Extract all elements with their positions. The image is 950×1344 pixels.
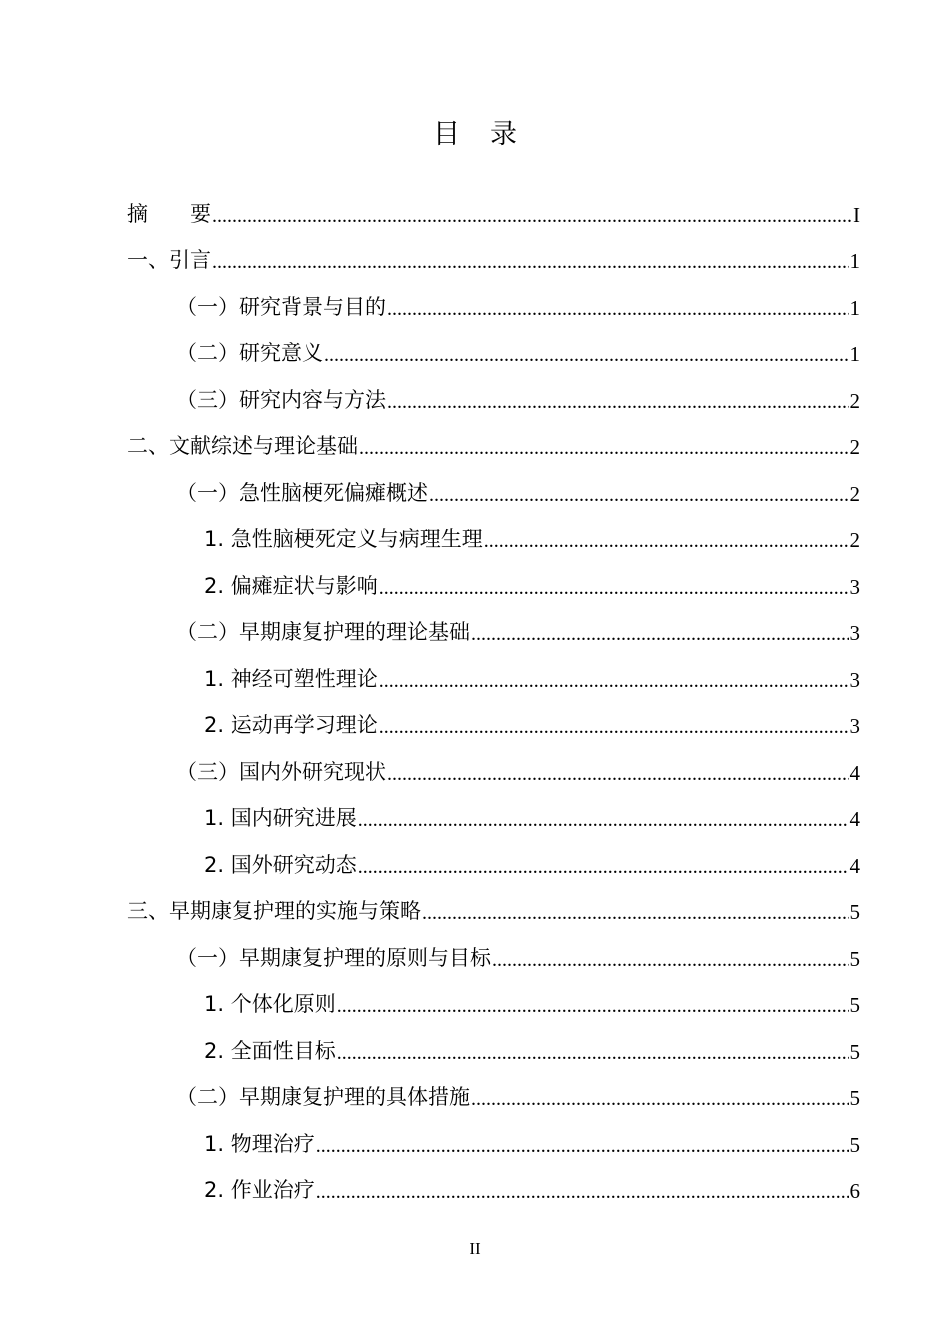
toc-dot-leader [387,389,849,415]
toc-dot-leader [471,1086,849,1112]
toc-entry-title: 二、文献综述与理论基础 [127,434,358,458]
toc-entry-title: 2. 全面性目标 [204,1038,336,1063]
toc-entry-page: 5 [849,1132,860,1157]
toc-entry-page: 5 [849,1039,860,1064]
toc-entry-section[interactable] [127,322,860,369]
toc-entry-abstract[interactable] [127,182,860,229]
toc-entry-title: 2. 作业治疗 [204,1178,315,1202]
toc-entry-page: 3 [849,621,860,645]
toc-entry-page: 1 [849,295,860,320]
toc-entry-title: 1. 国内研究进展 [204,806,357,830]
toc-dot-leader [379,575,849,601]
toc-entry-page: 5 [849,900,860,924]
toc-entry-subsection[interactable] [127,787,860,834]
table-of-contents [127,182,860,1205]
toc-entry-title: （一）研究背景与目的 [176,294,386,319]
toc-dot-leader [471,621,849,647]
toc-entry-page: 3 [849,714,860,738]
toc-entry-page: 4 [849,853,860,878]
toc-entry-page: 3 [849,574,860,599]
toc-entry-title: 2. 国外研究动态 [204,852,357,877]
toc-entry-title: 一、引言 [127,248,211,272]
toc-entry-subsection[interactable] [127,647,860,694]
toc-dot-leader [387,296,849,322]
toc-entry-page: 3 [849,667,860,692]
toc-entry-page: 2 [849,388,860,413]
toc-dot-leader [359,435,849,461]
toc-entry-title: （三）国内外研究现状 [176,759,386,784]
toc-entry-title: 1. 物理治疗 [204,1131,315,1156]
toc-entry-title: （二）早期康复护理的具体措施 [176,1085,470,1109]
toc-entry-title: 1. 急性脑梗死定义与病理生理 [204,527,483,551]
toc-entry-subsection[interactable] [127,833,860,880]
toc-entry-subsection[interactable] [127,508,860,555]
toc-entry-chapter-1[interactable] [127,229,860,276]
toc-entry-page: 5 [849,1086,860,1110]
toc-entry-title: （二）研究意义 [176,341,323,365]
toc-entry-title: 2. 运动再学习理论 [204,713,378,737]
toc-dot-leader [337,1040,849,1066]
toc-entry-title: 三、早期康复护理的实施与策略 [127,899,421,923]
toc-dot-leader [484,528,849,554]
toc-entry-section[interactable] [127,368,860,415]
toc-entry-section[interactable] [127,740,860,787]
toc-entry-page: 2 [849,435,860,459]
toc-entry-section[interactable] [127,926,860,973]
toc-dot-leader [492,947,849,973]
toc-entry-section[interactable] [127,275,860,322]
toc-entry-page: 1 [849,342,860,366]
toc-entry-subsection[interactable] [127,1112,860,1159]
toc-entry-page: 5 [849,946,860,971]
toc-entry-page: 6 [849,1179,860,1203]
toc-dot-leader [358,807,849,833]
toc-dot-leader [387,761,849,787]
toc-entry-page: 4 [849,760,860,785]
toc-entry-title: 1. 神经可塑性理论 [204,666,378,691]
toc-entry-page: I [853,202,860,227]
toc-entry-subsection[interactable] [127,973,860,1020]
toc-dot-leader [379,714,849,740]
page-number: II [469,1239,481,1258]
toc-entry-title: 摘 要 [127,201,211,226]
toc-entry-page: 4 [849,807,860,831]
toc-entry-title: 1. 个体化原则 [204,992,336,1016]
toc-entry-page: 2 [849,481,860,506]
toc-entry-title: （一）早期康复护理的原则与目标 [176,945,491,970]
toc-entry-title: （三）研究内容与方法 [176,387,386,412]
toc-dot-leader [422,900,849,926]
toc-dot-leader [212,203,852,229]
toc-dot-leader [358,854,849,880]
toc-entry-section[interactable] [127,601,860,648]
toc-entry-subsection[interactable] [127,1159,860,1206]
toc-entry-page: 5 [849,993,860,1017]
toc-dot-leader [316,1133,849,1159]
toc-entry-page: 1 [849,249,860,273]
toc-dot-leader [429,482,849,508]
toc-entry-chapter-3[interactable] [127,880,860,927]
toc-entry-title: （二）早期康复护理的理论基础 [176,620,470,644]
toc-entry-subsection[interactable] [127,554,860,601]
toc-entry-subsection[interactable] [127,1019,860,1066]
toc-dot-leader [337,993,849,1019]
toc-entry-title: 2. 偏瘫症状与影响 [204,573,378,598]
toc-entry-section[interactable] [127,461,860,508]
toc-entry-section[interactable] [127,1066,860,1113]
toc-entry-page: 2 [849,528,860,552]
toc-dot-leader [379,668,849,694]
page-title: 目录 [433,119,547,150]
toc-dot-leader [324,342,849,368]
toc-entry-subsection[interactable] [127,694,860,741]
toc-entry-chapter-2[interactable] [127,415,860,462]
toc-dot-leader [316,1179,849,1205]
toc-dot-leader [212,249,849,275]
toc-entry-title: （一）急性脑梗死偏瘫概述 [176,480,428,505]
